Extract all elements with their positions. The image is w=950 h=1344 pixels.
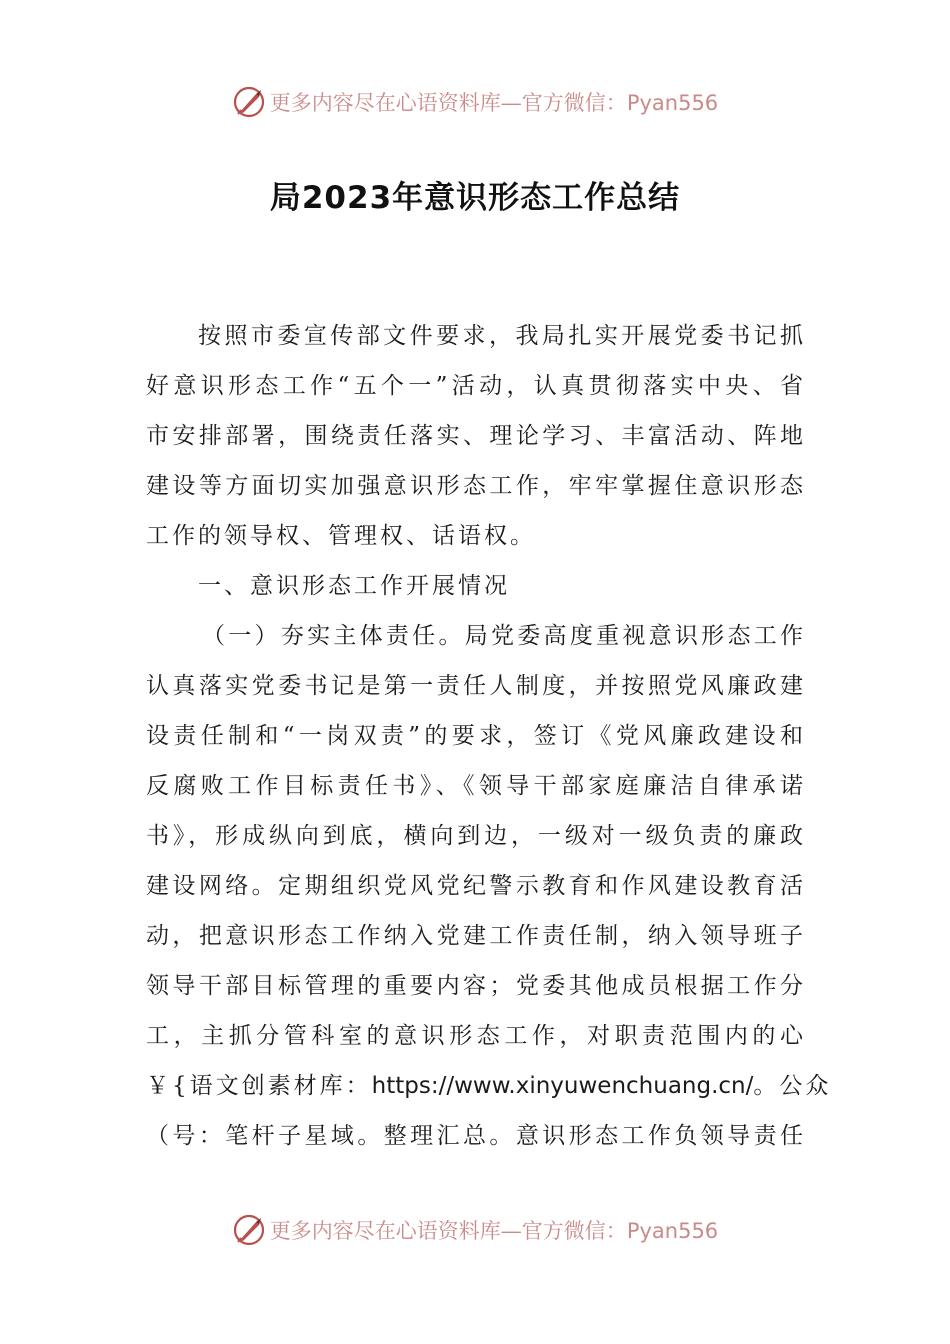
section-line: 书》，形成纵向到底，横向到边，一级对一级负责的廉政 [146,823,806,849]
section-line: 认真落实党委书记是第一责任人制度，并按照党风廉政建 [146,673,806,699]
intro-line: 建设等方面切实加强意识形态工作，牢牢掌握住意识形态 [146,473,806,499]
wechat-id: Pyan556 [626,91,719,115]
intro-line: 好意识形态工作“五个一”活动，认真贯彻落实中央、省 [146,373,806,399]
section-line: 反腐败工作目标责任书》、《领导干部家庭廉洁自律承诺 [146,773,806,799]
wechat-id: Pyan556 [626,1219,719,1243]
section-line: （一）夯实主体责任。局党委高度重视意识形态工作 [202,623,806,649]
header-banner [0,82,950,122]
watermark-url[interactable]: https://www.xinyuwenchuang.cn/ [371,1073,754,1099]
page-title: 局2023年意识形态工作总结 [269,180,681,216]
intro-line: 工作的领导权、管理权、话语权。 [146,523,536,549]
banner-text: 更多内容尽在心语资料库—官方微信：Pyan556 [269,91,719,115]
section-line: 设责任制和“一岗双责”的要求，签订《党风廉政建设和 [146,723,806,749]
footer-banner [0,1210,950,1250]
document-body [146,311,832,1161]
section-line: （号：笔杆子星域。整理汇总。意识形态工作负领导责任 [146,1123,806,1149]
section-line: 领导干部目标管理的重要内容；党委其他成员根据工作分 [146,973,806,999]
intro-line: 市安排部署，围绕责任落实、理论学习、丰富活动、阵地 [146,423,806,449]
section-line: 建设网络。定期组织党风党纪警示教育和作风建设教育活 [146,873,806,899]
quill-pen-icon [232,1213,266,1247]
section-line: 动，把意识形态工作纳入党建工作责任制，纳入领导班子 [146,923,806,949]
section-heading: 一、意识形态工作开展情况 [198,573,510,599]
watermark-line: ￥{语文创素材库：https://www.xinyuwenchuang.cn/。公众 [146,1073,832,1099]
quill-pen-icon [232,85,266,119]
section-line: 工，主抓分管科室的意识形态工作，对职责范围内的心 [146,1023,806,1049]
intro-line: 按照市委宣传部文件要求，我局扎实开展党委书记抓 [198,323,806,349]
banner-text: 更多内容尽在心语资料库—官方微信：Pyan556 [269,1219,719,1243]
